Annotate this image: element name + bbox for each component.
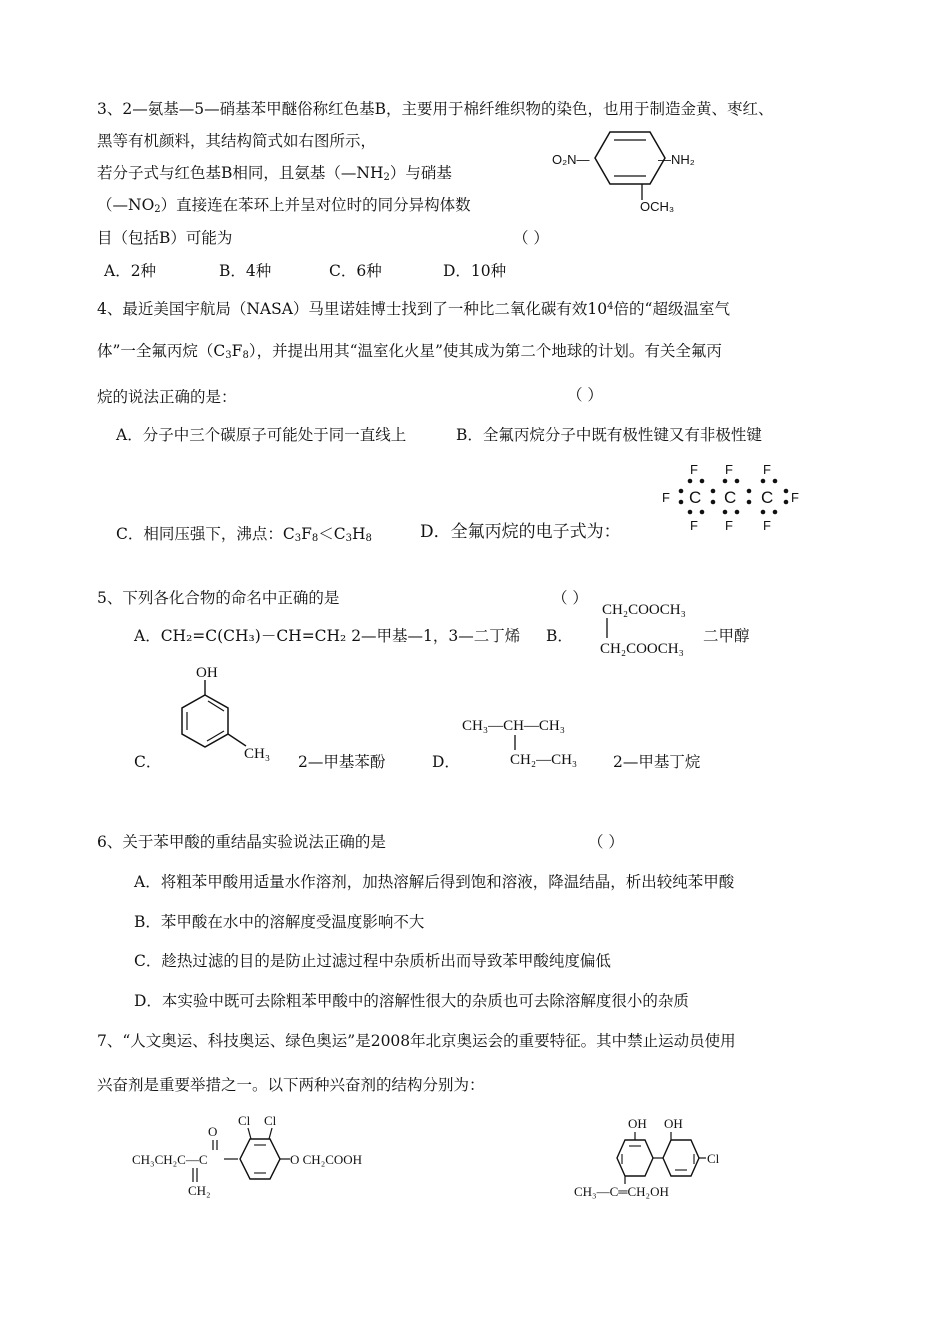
q3-structure [550, 120, 720, 220]
q6-line1: 6、关于苯甲酸的重结晶实验说法正确的是 [97, 833, 386, 851]
q4-c-1: C [689, 488, 702, 507]
q5-option-b-name: 二甲醇 [703, 627, 750, 645]
q5-option-d-name: 2—甲基丁烷 [613, 753, 701, 771]
q6-option-c: C．趁热过滤的目的是防止过滤过程中杂质析出而导致苯甲酸纯度偏低 [134, 952, 611, 970]
q6-answer-paren: （ ） [588, 833, 624, 851]
q3-line2: 黑等有机颜料，其结构简式如右图所示， [97, 132, 377, 150]
q3-line4-a: （—NO [97, 196, 155, 214]
q4-f-bottom-2: F [725, 518, 733, 533]
q4-option-c-b: F [301, 525, 312, 543]
q4-line1-sup: 4 [607, 301, 614, 312]
q4-option-c-a: C．相同压强下，沸点：C [116, 525, 295, 543]
q4-option-b: B．全氟丙烷分子中既有极性键又有非极性键 [456, 426, 762, 444]
q5-structure-c [172, 660, 282, 770]
q7-structure-2 [572, 1110, 742, 1200]
q5-answer-paren: （ ） [552, 589, 588, 607]
q5-line1: 5、下列各化合物的命名中正确的是 [97, 589, 340, 607]
q7-line1: 7、“人文奥运、科技奥运、绿色奥运”是2008年北京奥运会的重要特征。其中禁止运动员使用 [97, 1032, 736, 1050]
q5-option-c: C． [134, 753, 162, 771]
q3-nh2-label: —NH₂ [658, 152, 695, 167]
q4-line2-b: F [231, 342, 243, 360]
q3-line4: $(—NO_2)$直接连在苯环上并呈对位时的同分异构体数 [97, 196, 471, 215]
q3-line3-b: ）与硝基 [389, 164, 452, 182]
q4-option-d: D．全氟丙烷的电子式为： [420, 522, 621, 542]
q4-f-bottom-3: F [763, 518, 771, 533]
q4-f-bottom-1: F [690, 518, 698, 533]
q4-c-2: C [724, 488, 737, 507]
q7-s2-oh1: OH [628, 1116, 647, 1131]
q6-option-d: D．本实验中既可去除粗苯甲酸中的溶解性很大的杂质也可去除溶解度很小的杂质 [134, 992, 689, 1010]
q7-s1-o: O [208, 1124, 218, 1139]
q3-option-d: D．10种 [443, 262, 507, 280]
q5-c-ch3: CH₃ [244, 746, 271, 762]
q5-option-c-name: 2—甲基苯酚 [298, 753, 386, 771]
q5-option-d: D． [432, 753, 460, 771]
q4-f-top-3: F [763, 462, 771, 477]
q4-option-c-c: ＜C [318, 525, 346, 543]
q7-s1-right: O CH₂COOH [290, 1152, 363, 1167]
q5-d-top: CH₃—CH—CH₃ [462, 718, 565, 734]
q4-c-3: C [761, 488, 774, 507]
q7-s1-left: CH₃CH₂C—C [132, 1152, 208, 1167]
q4-line2-a: 体”一全氟丙烷（C [97, 342, 226, 360]
q5-option-a: A．CH₂=C(CH₃)－CH=CH₂ 2—甲基—1，3—二丁烯 [134, 627, 521, 645]
q4-electron-dot-structure [660, 458, 810, 538]
q7-s1-ch2: CH₂ [188, 1183, 211, 1198]
q3-och3-label: OCH₃ [640, 199, 675, 214]
q3-line3: 若分子式与红色基B相同，且氨基$(—NH_2)$与硝基 [97, 164, 452, 183]
q4-line2: 体”一全氟丙烷$(C_3F_8)$，并提出用其“温室化火星”使其成为第二个地球的计划。有关全氟丙 [97, 342, 722, 361]
q3-answer-paren: （ ） [513, 229, 549, 247]
q3-no2-label: O₂N— [552, 152, 590, 167]
q7-s1-cl1: Cl [238, 1113, 251, 1128]
q4-option-c: C．相同压强下，沸点：$C_3F_8<C_3H_8$ [116, 525, 372, 544]
q4-f-top-2: F [725, 462, 733, 477]
q4-line1-a: 4、最近美国宇航局（NASA）马里诺娃博士找到了一种比二氧化碳有效10 [97, 300, 608, 318]
q7-s2-cl: Cl [707, 1151, 720, 1166]
q4-line1 [97, 297, 730, 319]
q7-line2: 兴奋剂是重要举措之一。以下两种兴奋剂的结构分别为： [97, 1076, 485, 1094]
q5-structure-d [458, 710, 618, 770]
q5-b-top: CH₂COOCH₃ [602, 602, 686, 618]
q3-option-c: C．6种 [329, 262, 382, 280]
q4-option-a: A．分子中三个碳原子可能处于同一直线上 [116, 426, 407, 444]
q4-f-right: F [791, 490, 799, 505]
q4-answer-paren: （ ） [567, 386, 603, 404]
q6-option-b: B．苯甲酸在水中的溶解度受温度影响不大 [134, 913, 425, 931]
q5-b-bottom: CH₂COOCH₃ [600, 641, 684, 657]
q3-line4-b: ）直接连在苯环上并呈对位时的同分异构体数 [160, 196, 471, 214]
q5-option-b: B． [546, 627, 573, 645]
q6-option-a: A．将粗苯甲酸用适量水作溶剂，加热溶解后得到饱和溶液，降温结晶，析出较纯苯甲酸 [134, 873, 735, 891]
q3-option-a: A．2种 [104, 262, 157, 280]
q4-f-top-1: F [690, 462, 698, 477]
q7-s2-oh2: OH [664, 1116, 683, 1131]
q5-c-oh: OH [196, 665, 218, 681]
q4-line3: 烷的说法正确的是： [97, 388, 237, 406]
q3-line3-a: 若分子式与红色基B相同，且氨基（—NH [97, 164, 384, 182]
q7-structure-1 [130, 1110, 400, 1200]
q4-f-left: F [662, 490, 670, 505]
q7-s2-bottom: CH₃—C═CH₂OH [574, 1184, 669, 1199]
q3-option-b: B．4种 [219, 262, 272, 280]
q3-line1: 3、2—氨基—5—硝基苯甲醚俗称红色基B，主要用于棉纤维织物的染色，也用于制造金黄、枣红、 [97, 100, 774, 118]
q4-line1-b: 倍的“超级温室气 [613, 300, 730, 318]
q3-line5: 目（包括B）可能为 [97, 229, 233, 247]
q7-s1-cl2: Cl [264, 1113, 277, 1128]
q4-line2-c: ），并提出用其“温室化火星”使其成为第二个地球的计划。有关全氟丙 [248, 342, 722, 360]
q5-c-benzene-ring [182, 695, 228, 747]
q5-d-bottom: CH₂—CH₃ [510, 752, 578, 768]
q4-option-c-d: H [352, 525, 366, 543]
